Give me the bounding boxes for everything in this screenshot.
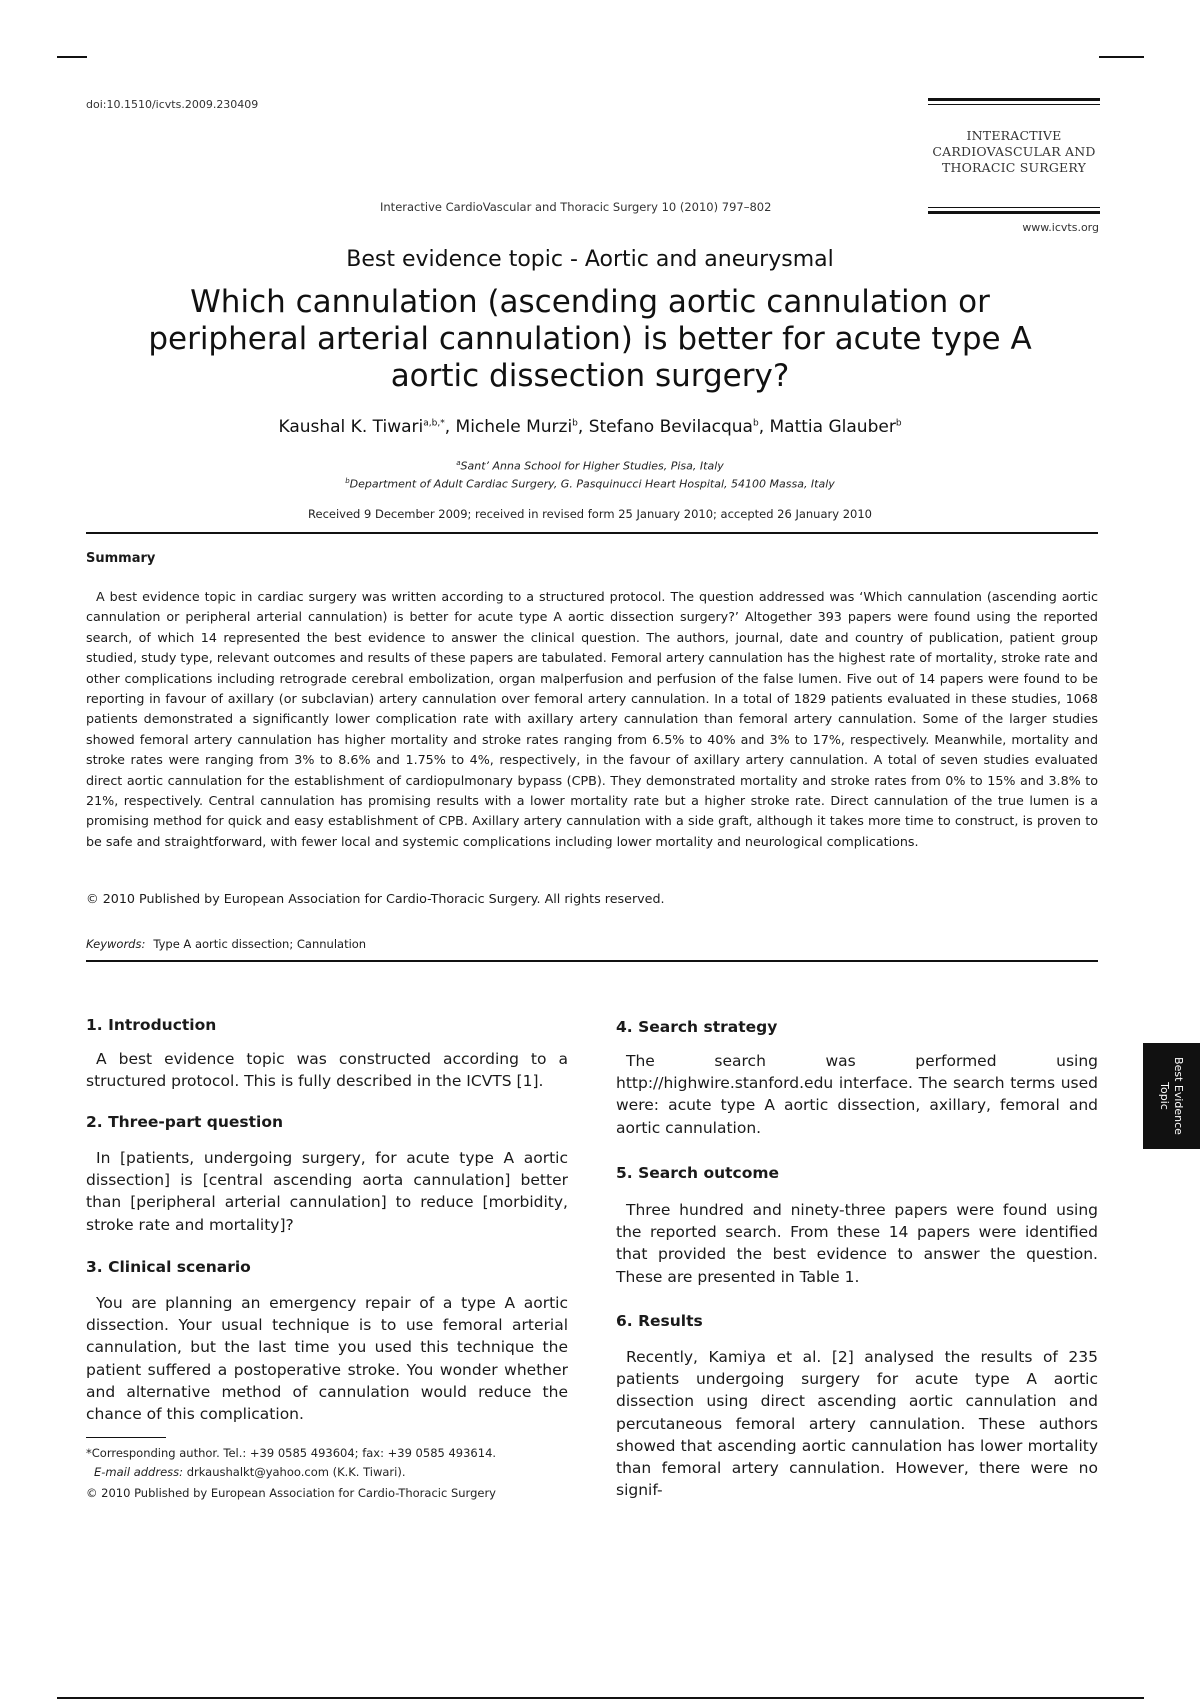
author-name: Kaushal K. Tiwari — [278, 417, 424, 437]
footnote-email — [94, 1465, 406, 1479]
journal-brand — [928, 128, 1100, 176]
author-affiliation-mark: a,b,* — [423, 418, 445, 429]
footnote-corresponding: *Corresponding author. Tel.: +39 0585 493604; fax: +39 0585 493614. — [86, 1446, 497, 1460]
affiliation-a — [0, 459, 1180, 473]
affiliation-mark: a — [456, 459, 461, 467]
email-label: E-mail address: — [94, 1465, 184, 1479]
summary-text: A best evidence topic in cardiac surgery was written according to a structured protocol. The question addressed was ‘Which cannulation (ascending aortic cannulation or peripheral arterial cannulation) is better for acute type A aortic dissection surgery?’ Altogether 393 papers were found using the reported search, of which 14 represented the best evidence to answer the clinical question. The authors, journal, date and country of publication, patient group studied, study type, relevant outcomes and results of these papers are tabulated. Femoral artery cannulation has the highest rate of mortality, stroke rate and other complications including retrograde cerebral embolization, organ malperfusion and perfusion of the false lumen. Five out of 14 papers were found to be reporting in favour of axillary (or subclavian) artery cannulation over femoral artery cannulation. In a total of 1829 patients evaluated in these studies, 1068 patients demonstrated a significantly lower complication rate with axillary artery cannulation than femoral artery cannulation. Some of the larger studies showed femoral artery cannulation has higher mortality and stroke rates ranging from 6.5% to 40% and 3% to 17%, respectively. Meanwhile, mortality and stroke rates were ranging from 3% to 8.6% and 1.75% to 4%, respectively, in the favour of axillary artery cannulation. A total of seven studies evaluated direct aortic cannulation for the establishment of cardiopulmonary bypass (CPB). They demonstrated mortality and stroke rates from 0% to 15% and 3.8% to 21%, respectively. Central cannulation has promising results with a lower mortality rate but a higher stroke rate. Direct cannulation of the true lumen is a promising method for quick and easy establishment of CPB. Axillary artery cannulation with a side graft, although it takes more time to construct, is proven to be safe and straightforward, with fewer local and systemic complications including lower mortality and neurological complications. — [86, 589, 1098, 849]
author-affiliation-mark: b — [752, 418, 759, 429]
corner-rule-right — [1099, 56, 1144, 58]
affiliation-text: Department of Adult Cardiac Surgery, G. Pasquinucci Heart Hospital, 54100 Massa, Italy — [349, 477, 835, 491]
journal-citation: Interactive CardioVascular and Thoracic Surgery 10 (2010) 797–802 — [380, 200, 772, 214]
brand-rule-bottom — [928, 211, 1100, 214]
section-text-question: In [patients, undergoing surgery, for acute type A aortic dissection] is [central ascending aorta cannulation] better than [peripheral arterial cannulation] to reduce [morbidity, stroke rate and mortality]? — [86, 1149, 568, 1234]
author-affiliation-mark: b — [895, 418, 902, 429]
received-dates: Received 9 December 2009; received in revised form 25 January 2010; accepted 26 January 2010 — [308, 507, 872, 521]
section-heading-search-outcome: 5. Search outcome — [616, 1164, 780, 1182]
section-text-introduction: A best evidence topic was constructed according to a structured protocol. This is fully described in the ICVTS [1]. — [86, 1050, 568, 1091]
summary-rule-bottom — [86, 960, 1098, 962]
article-title: Which cannulation (ascending aortic cannulation or peripheral arterial cannulation) is better for acute type A aortic dissection surgery? — [148, 284, 1032, 394]
section-text-search-outcome: Three hundred and ninety-three papers were found using the reported search. From these 14 papers were identified that provided the best evidence to answer the question. These are presented in Table 1. — [616, 1201, 1098, 1286]
section-text-search-strategy: The search was performed using http://highwire.stanford.edu interface. The search terms used were: acute type A aortic dissection, axillary, femoral and aortic cannulation. — [616, 1052, 1098, 1137]
brand-rule-bottom-thin — [928, 207, 1100, 208]
section-heading-scenario: 3. Clinical scenario — [86, 1258, 251, 1276]
author-affiliation-mark: b — [572, 418, 578, 429]
brand-line-2: CARDIOVASCULAR AND — [932, 144, 1096, 159]
side-tab-label: Best Evidence Topic — [1158, 1057, 1186, 1135]
author-list: Kaushal K. Tiwari$^{a,b,*}$, Michele Murzi$^b$, Stefano Bevilacqua$^b$, Mattia Glauber$^b$ — [278, 417, 902, 437]
brand-line-1: INTERACTIVE — [966, 128, 1062, 143]
journal-website: www.icvts.org — [1022, 221, 1099, 234]
corner-rule-left — [57, 56, 87, 58]
brand-line-3: THORACIC SURGERY — [941, 160, 1087, 175]
affiliation-mark: b — [345, 477, 350, 485]
affiliation-b — [0, 477, 1180, 491]
topic-heading: Best evidence topic - Aortic and aneurysmal — [346, 247, 834, 272]
affiliation-text: Sant’ Anna School for Higher Studies, Pisa, Italy — [460, 459, 724, 473]
page-bottom-rule — [57, 1697, 1144, 1699]
summary-copyright: © 2010 Published by European Association for Cardio-Thoracic Surgery. All rights reserved. — [86, 891, 665, 906]
brand-rule-top — [928, 98, 1100, 101]
keywords-label: Keywords: — [86, 937, 146, 951]
summary-body — [86, 587, 1098, 852]
author-name: Stefano Bevilacqua — [588, 417, 753, 437]
section-text-results: Recently, Kamiya et al. [2] analysed the results of 235 patients undergoing surgery for acute type A aortic dissection using direct ascending aortic cannulation and percutaneous femoral artery cannulation. These authors showed that ascending aortic cannulation has lower mortality than femoral artery cannulation. However, there were no signif- — [616, 1348, 1098, 1500]
email-value: drkaushalkt@yahoo.com (K.K. Tiwari). — [186, 1465, 406, 1479]
section-heading-question: 2. Three-part question — [86, 1113, 284, 1131]
keywords — [86, 937, 366, 951]
brand-rule-top-thin — [928, 104, 1100, 105]
summary-rule-top — [86, 532, 1098, 534]
summary-heading: Summary — [86, 551, 156, 566]
section-heading-introduction: 1. Introduction — [86, 1016, 217, 1034]
doi: doi:10.1510/icvts.2009.230409 — [86, 98, 259, 111]
keywords-value: Type A aortic dissection; Cannulation — [153, 937, 367, 951]
section-text-scenario: You are planning an emergency repair of a type A aortic dissection. Your usual technique is to use femoral arterial cannulation, but the last time you used this technique the patient suffered a postoperative stroke. You wonder whether and alternative method of cannulation would reduce the chance of this complication. — [86, 1294, 568, 1424]
author-name: Mattia Glauber — [769, 417, 896, 437]
section-heading-results: 6. Results — [616, 1312, 703, 1330]
footnote-rule — [86, 1437, 166, 1438]
side-tab-best-evidence — [1143, 1043, 1200, 1149]
section-heading-search-strategy: 4. Search strategy — [616, 1018, 778, 1036]
author-name: Michele Murzi — [455, 417, 573, 437]
footnote-copyright: © 2010 Published by European Association for Cardio-Thoracic Surgery — [86, 1486, 496, 1500]
